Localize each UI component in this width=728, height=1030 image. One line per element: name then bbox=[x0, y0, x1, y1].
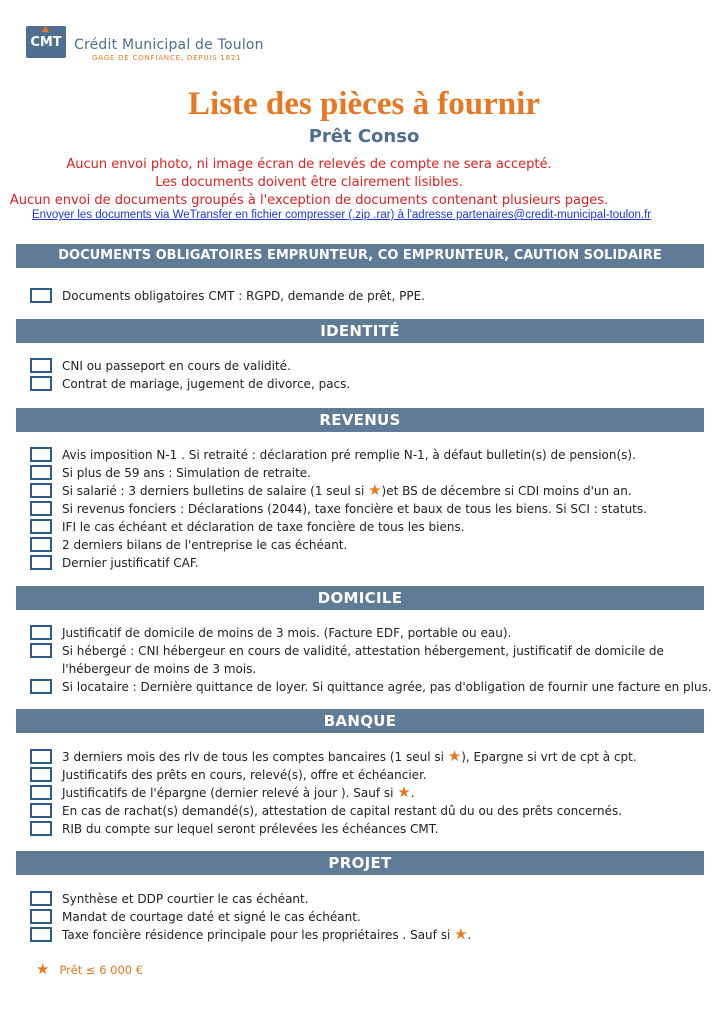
checkbox[interactable] bbox=[30, 501, 52, 516]
brand-name: Crédit Municipal de Toulon bbox=[74, 37, 264, 53]
item-label: Contrat de mariage, jugement de divorce, pacs. bbox=[62, 377, 351, 391]
checklist-item bbox=[30, 465, 311, 482]
warning-line: Aucun envoi de documents groupés à l'exception de documents contenant plusieurs pages. bbox=[9, 193, 609, 208]
footnote-text: Prêt ≤ 6 000 € bbox=[59, 963, 144, 977]
item-label: Justificatifs des prêts en cours, relevé(s), offre et échéancier. bbox=[62, 768, 427, 782]
footnote bbox=[36, 960, 144, 978]
section-header-identite: IDENTITÉ bbox=[16, 319, 704, 343]
checklist-item bbox=[30, 785, 415, 802]
checkbox[interactable] bbox=[30, 891, 52, 906]
checklist-item bbox=[30, 376, 350, 393]
item-label: RIB du compte sur lequel seront prélevées les échéances CMT. bbox=[62, 822, 439, 836]
star-icon: ★ bbox=[368, 481, 382, 499]
star-icon: ★ bbox=[447, 747, 462, 765]
item-label: CNI ou passeport en cours de validité. bbox=[62, 359, 291, 373]
checkbox[interactable] bbox=[30, 927, 52, 942]
item-label: 2 derniers bilans de l'entreprise le cas échéant. bbox=[62, 538, 348, 552]
checklist-item bbox=[30, 643, 664, 660]
page-subtitle: Prêt Conso bbox=[308, 126, 420, 147]
checklist-item bbox=[30, 625, 511, 642]
checklist-item bbox=[30, 767, 427, 784]
checkbox[interactable] bbox=[30, 555, 52, 570]
checklist-item bbox=[30, 358, 291, 375]
warning-line: Aucun envoi photo, ni image écran de relevés de compte ne sera accepté. bbox=[66, 157, 552, 172]
checkbox[interactable] bbox=[30, 625, 52, 640]
checklist-item bbox=[30, 288, 425, 305]
checklist-item bbox=[30, 537, 347, 554]
checklist-item bbox=[30, 803, 622, 820]
item-label: Si locataire : Dernière quittance de loyer. Si quittance agrée, pas d'obligation de fournir une facture en plus. bbox=[62, 680, 712, 694]
item-label: Si revenus fonciers : Déclarations (2044), taxe foncière et baux de tous les biens. Si SCI : statuts. bbox=[62, 502, 647, 516]
bird-icon: ▲ bbox=[42, 24, 49, 34]
checklist-item bbox=[30, 909, 361, 926]
checkbox[interactable] bbox=[30, 358, 52, 373]
checkbox[interactable] bbox=[30, 537, 52, 552]
checklist-item bbox=[30, 483, 632, 500]
checklist-item bbox=[30, 501, 647, 518]
section-header-obligatoires: DOCUMENTS OBLIGATOIRES EMPRUNTEUR, CO EMPRUNTEUR, CAUTION SOLIDAIRE bbox=[16, 244, 704, 268]
item-label: Taxe foncière résidence principale pour les propriétaires . Sauf si bbox=[62, 928, 455, 942]
checklist-item bbox=[30, 891, 309, 908]
page-title: Liste des pièces à fournir bbox=[188, 86, 540, 122]
item-label: Si plus de 59 ans : Simulation de retraite. bbox=[62, 466, 311, 480]
checklist-item bbox=[30, 447, 636, 464]
checklist-item bbox=[30, 927, 471, 944]
checkbox[interactable] bbox=[30, 519, 52, 534]
item-label: Si hébergé : CNI hébergeur en cours de validité, attestation hébergement, justificatif de domicile de bbox=[62, 644, 664, 658]
section-header-projet: PROJET bbox=[16, 851, 704, 875]
checklist-item bbox=[30, 519, 465, 536]
checkbox[interactable] bbox=[30, 679, 52, 694]
item-label: Dernier justificatif CAF. bbox=[62, 556, 199, 570]
item-label: Documents obligatoires CMT : RGPD, demande de prêt, PPE. bbox=[62, 289, 425, 303]
checkbox[interactable] bbox=[30, 643, 52, 658]
checkbox[interactable] bbox=[30, 288, 52, 303]
checkbox[interactable] bbox=[30, 803, 52, 818]
warning-line: Les documents doivent être clairement lisibles. bbox=[155, 175, 463, 190]
item-label: Justificatif de domicile de moins de 3 mois. (Facture EDF, portable ou eau). bbox=[62, 626, 512, 640]
section-header-banque: BANQUE bbox=[16, 709, 704, 733]
checkbox[interactable] bbox=[30, 821, 52, 836]
checklist-item bbox=[30, 821, 439, 838]
logo-text: CMT bbox=[30, 35, 62, 50]
checklist-item-continuation: l'hébergeur de moins de 3 mois. bbox=[62, 662, 257, 676]
checkbox[interactable] bbox=[30, 909, 52, 924]
cmt-logo bbox=[26, 26, 66, 58]
section-header-revenus: REVENUS bbox=[16, 408, 704, 432]
checkbox[interactable] bbox=[30, 376, 52, 391]
checklist-item bbox=[30, 679, 712, 696]
star-icon: ★ bbox=[454, 925, 468, 943]
checklist-item bbox=[30, 555, 199, 572]
item-label: En cas de rachat(s) demandé(s), attestation de capital restant dû du ou des prêts concernés. bbox=[62, 804, 623, 818]
checkbox[interactable] bbox=[30, 465, 52, 480]
section-header-domicile: DOMICILE bbox=[16, 586, 704, 610]
item-label: Si salarié : 3 derniers bulletins de salaire (1 seul si bbox=[62, 484, 369, 498]
brand-tagline: GAGE DE CONFIANCE, DEPUIS 1821 bbox=[92, 54, 242, 62]
checkbox[interactable] bbox=[30, 749, 52, 764]
item-label: IFI le cas échéant et déclaration de taxe foncière de tous les biens. bbox=[62, 520, 465, 534]
item-label: Mandat de courtage daté et signé le cas échéant. bbox=[62, 910, 361, 924]
checkbox[interactable] bbox=[30, 483, 52, 498]
item-label: . bbox=[410, 786, 415, 800]
item-label: Synthèse et DDP courtier le cas échéant. bbox=[62, 892, 309, 906]
item-label: Justificatifs de l'épargne (dernier relevé à jour ). Sauf si bbox=[62, 786, 398, 800]
checklist-item bbox=[30, 749, 637, 766]
item-label: . bbox=[467, 928, 472, 942]
wetransfer-link[interactable]: Envoyer les documents via WeTransfer en fichier compresser (.zip .rar) à l'adresse partenaires@credit-municipal-toulon.fr bbox=[32, 209, 652, 221]
checkbox[interactable] bbox=[30, 767, 52, 782]
item-label: Avis imposition N-1 . Si retraité : déclaration pré remplie N-1, à défaut bulletin(s) de pension(s). bbox=[62, 448, 636, 462]
item-label: )et BS de décembre si CDI moins d'un an. bbox=[381, 484, 632, 498]
checkbox[interactable] bbox=[30, 785, 52, 800]
star-icon: ★ bbox=[36, 960, 50, 978]
checkbox[interactable] bbox=[30, 447, 52, 462]
star-icon: ★ bbox=[397, 783, 411, 801]
item-label: 3 derniers mois des rlv de tous les comptes bancaires (1 seul si bbox=[62, 750, 448, 764]
item-label: ), Epargne si vrt de cpt à cpt. bbox=[461, 750, 637, 764]
